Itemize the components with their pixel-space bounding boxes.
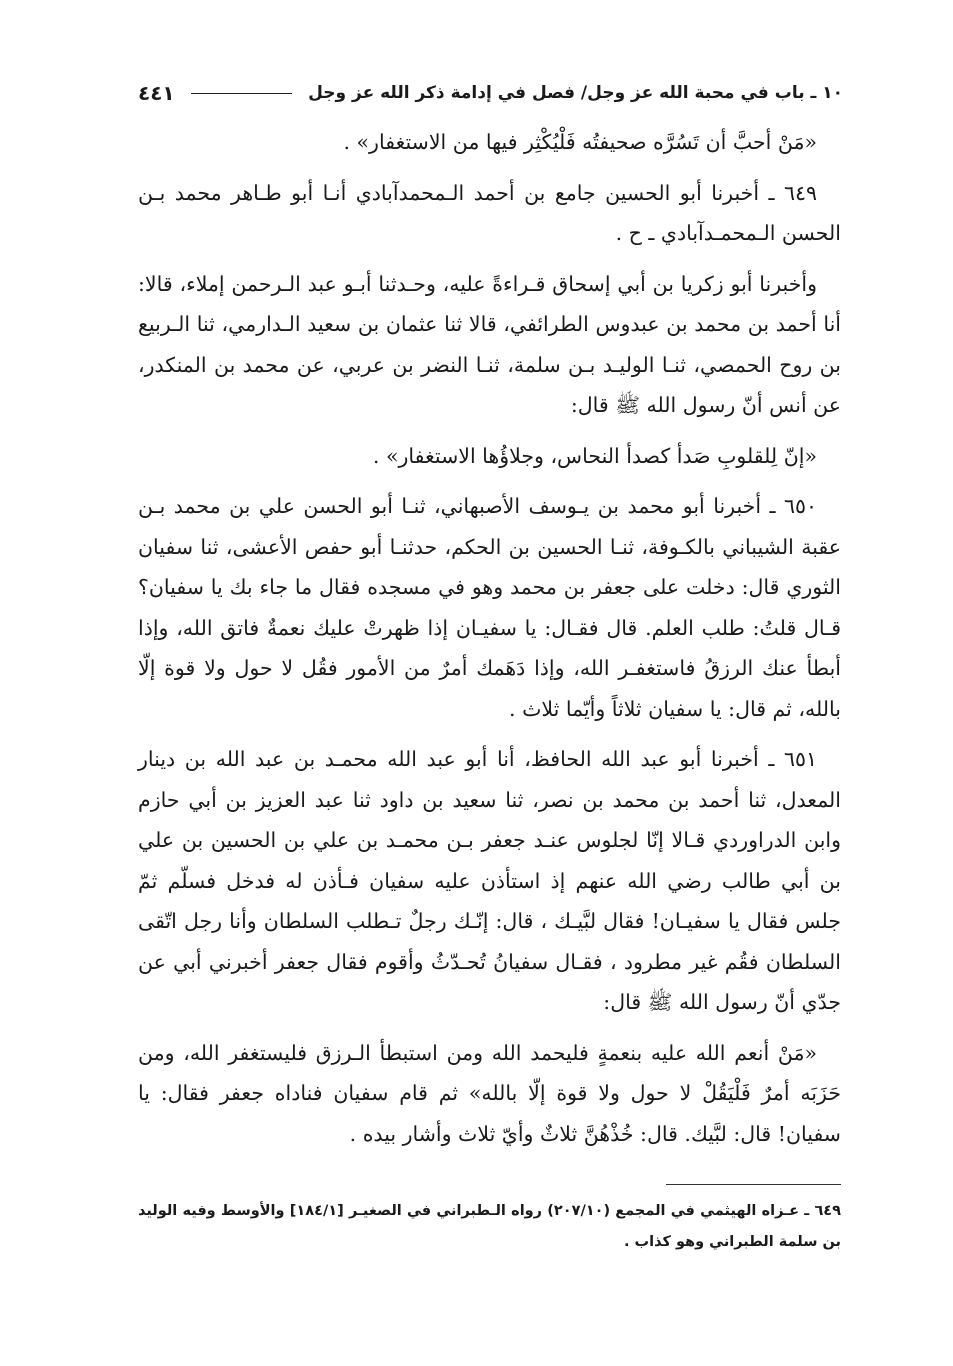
running-title: ١٠ ـ باب في محبة الله عز وجل/ فصل في إدامة ذكر الله عز وجل: [308, 83, 843, 103]
running-header: [138, 76, 843, 110]
hadith-649-chain-alt: وأخبرنا أبو زكريا بن أبي إسحاق قـراءةً عليه، وحـدثنا أبـو عبد الـرحمن إملاء، قالا: أنا أحمد بن محمد بن عبدوس الطرائفي، قالا ثنا عثمان بن سعيد الـدارمي، ثنا الـربيع بن روح الحمصي، ثنـا الوليـد بـن سلمة، ثنـا النضر بن عربي، عن محمد بن المنكدر، عن أنس أنّ رسول الله ﷺ قال:: [138, 271, 841, 417]
hadith-651-chain: ٦٥١ ـ أخبرنا أبو عبد الله الحافظ، أنا أبو عبد الله محمـد بن عبد الله بن دينار المعدل، ثنا أحمد بن محمد بن نصر، ثنا سعيد بن داود ثنا عبد العزيز بن أبي حازم وابن الدراوردي قـالا إنّا لجلوس عنـد جعفر بـن محمـد بن علي بن الحسين بن علي بن أبي طالب رضي الله عنهم إذ استأذن عليه سفيان فـأذن له فدخل فسلّم ثمّ جلس فقال يا سفيـان! فقال لبَّيـك ، قال: إنّـك رجلٌ تـطلب السلطان وأنا رجل اتّقى السلطان فقُم غير مطرود ، فقـال سفيانُ تُحـدّثُ وأقوم فقال جعفر أخبرني أبي عن جدّي أنّ رسول الله ﷺ قال:: [138, 747, 841, 1014]
footnote: ٦٤٩ ـ عـزاه الهيثمي في المجمع (٢٠٧/١٠) رواه الـطبراني في الصغيـر [١٨٤/١] والأوسط وفيه الوليد بن سلمة الطبراني وهو كذاب .: [138, 1203, 841, 1250]
hadith-649-chain: ٦٤٩ ـ أخبرنا أبو الحسين جامع بن أحمد الـمحمدآبادي أنـا أبو طـاهر محمد بـن الحسن الـمحمـدآبادي ـ ح .: [138, 180, 841, 245]
hadith-quote: «مَنْ أحبَّ أن تَسُرَّه صحيفتُه فَلْيُكْثِر فيها من الاستغفار» .: [343, 130, 817, 154]
footnote-rule: [666, 1184, 841, 1185]
hadith-651-text: «مَنْ أنعم الله عليه بنعمةٍ فليحمد الله ومن استبطأ الـرزق فليستغفر الله، ومن حَزَبَه أمرٌ فَلْيَقُلْ لا حول ولا قوة إلّا بالله» ثم قام سفيان فناداه جعفر فقال: يا سفيان! قال: لبَّيك. قال: خُذْهُنَّ ثلاثٌ وأيّ ثلاث وأشار بيده .: [138, 1040, 841, 1146]
hadith-649-text: «إنّ لِلقلوبِ صَدأ كصدأ النحاس، وجلاؤُها الاستغفار» .: [372, 443, 817, 468]
page-number: ٤٤١: [138, 81, 175, 105]
main-text: [138, 122, 841, 1164]
hadith-650: ٦٥٠ ـ أخبرنا أبو محمد بن يـوسف الأصبهاني، ثنـا أبو الحسن علي بن محمد بـن عقبة الشيباني بالكـوفة، ثنـا الحسين بن الحكم، حدثنـا أبو حفص الأعشى، ثنا سفيان الثوري قال: دخلت على جعفر بن محمد وهو في مسجده فقال ما جاء بك يا سفيان؟ قـال قلتُ: طلب العلم. قال فقـال: يا سفيـان إذا ظهرتْ عليك نعمةٌ فاتق الله، وإذا أبطأ عنك الرزقُ فاستغفـر الله، وإذا دَهَمك أمرٌ من الأمور فقُل لا حول ولا قوة إلّا بالله، ثم قال: يا سفيان ثلاثاً وأيّما ثلاث .: [138, 494, 841, 721]
header-rule: [191, 93, 292, 94]
